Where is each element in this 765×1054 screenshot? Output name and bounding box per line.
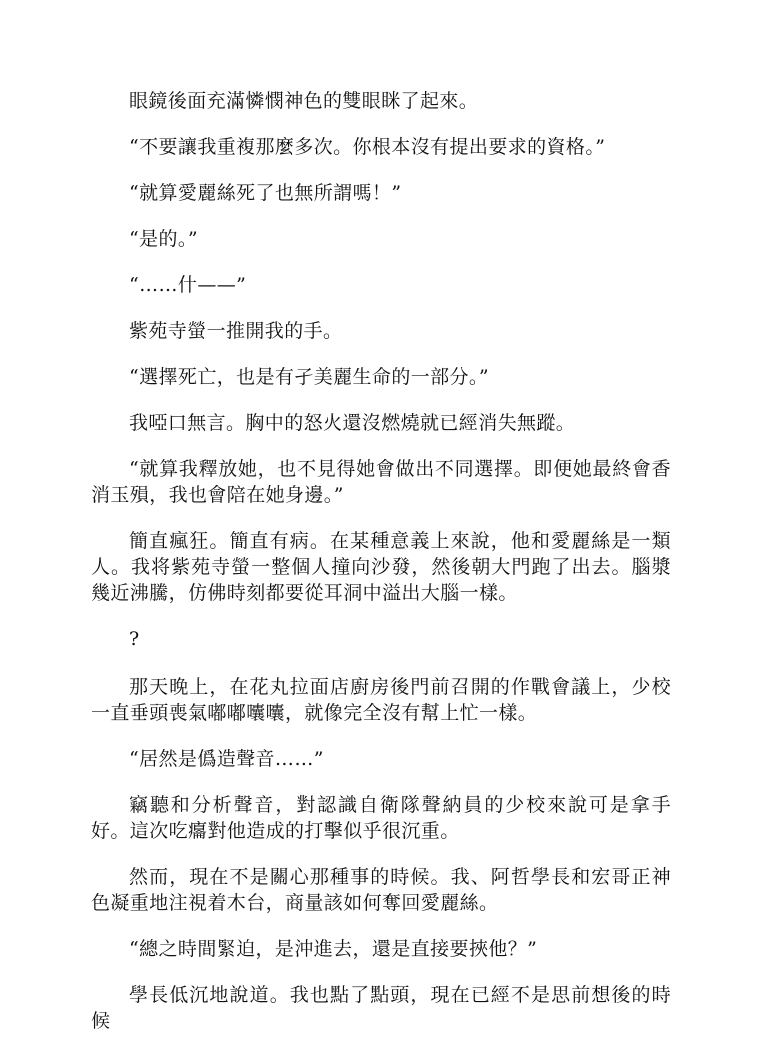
paragraph: “選擇死亡，也是有孑美麗生命的一部分。” — [129, 366, 489, 388]
paragraph: “就算我釋放她，也不見得她會做出不同選擇。即便她最終會香消玉殞，我也會陪在她身邊。” — [91, 458, 671, 506]
paragraph: 我啞口無言。胸中的怒火還沒燃燒就已經消失無蹤。 — [129, 412, 576, 434]
paragraph: 然而，現在不是關心那種事的時候。我、阿哲學長和宏哥正神色凝重地注視着木台，商量該如何奪回愛麗絲。 — [91, 866, 671, 914]
paragraph: “總之時間緊迫，是沖進去，還是直接要挾他？” — [129, 938, 538, 960]
paragraph: “是的。” — [129, 228, 198, 250]
paragraph: 眼鏡後面充滿憐憫神色的雙眼眯了起來。 — [129, 90, 479, 112]
paragraph: 學長低沉地說道。我也點了點頭，現在已經不是思前想後的時候 — [91, 984, 671, 1032]
paragraph: 竊聽和分析聲音，對認識自衛隊聲納員的少校來說可是拿手好。這次吃癟對他造成的打擊似乎很沉重。 — [91, 794, 671, 842]
paragraph: “居然是僞造聲音……” — [129, 748, 324, 770]
paragraph: “不要讓我重複那麼多次。你根本沒有提出要求的資格。” — [129, 136, 606, 158]
paragraph: 紫苑寺螢一推開我的手。 — [129, 320, 343, 342]
paragraph: 簡直瘋狂。簡直有病。在某種意義上來說，他和愛麗絲是一類人。我将紫苑寺螢一整個人撞向沙發，然後朝大門跑了出去。腦漿幾近沸騰，仿佛時刻都要從耳洞中溢出大腦一樣。 — [91, 530, 671, 604]
paragraph: “就算愛麗絲死了也無所謂嗎！” — [129, 182, 402, 204]
scene-break-symbol: ? — [129, 628, 140, 650]
novel-text-body — [91, 88, 671, 1054]
paragraph: “……什——” — [129, 274, 247, 296]
paragraph: 那天晚上，在花丸拉面店廚房後門前召開的作戰會議上，少校一直垂頭喪氣嘟嘟囔囔，就像完全沒有幫上忙一樣。 — [91, 676, 671, 724]
